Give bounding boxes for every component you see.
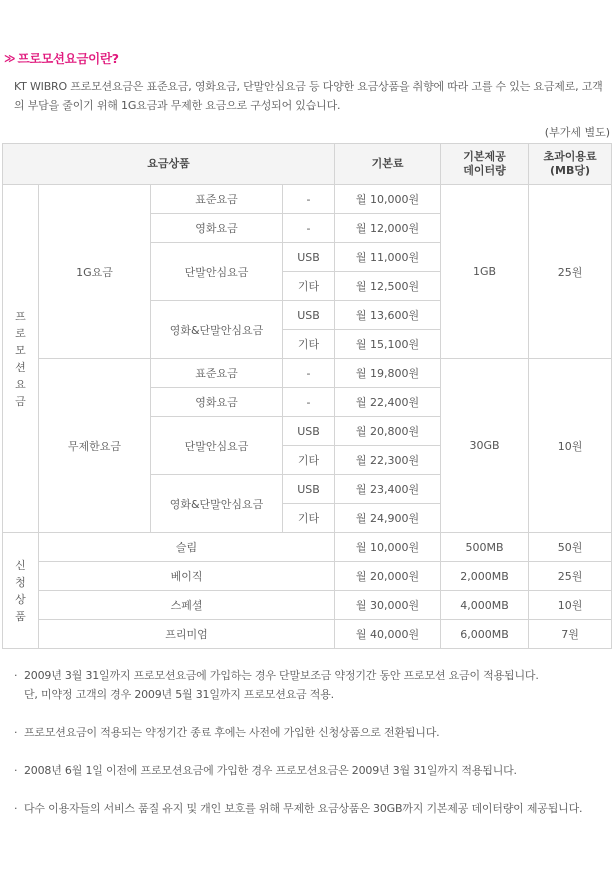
plan-fee: 월 23,400원: [335, 475, 441, 504]
table-row: [3, 533, 612, 562]
plan-overage: 10원: [529, 591, 612, 620]
header-base-fee: 기본료: [335, 144, 441, 185]
note-text: 다수 이용자들의 서비스 품질 유지 및 개인 보호를 위해 무제한 요금상품은 30GB까지 기본제공 데이터량이 제공됩니다.: [24, 802, 583, 815]
plan-fee: 월 11,000원: [335, 243, 441, 272]
plan-overage: 50원: [529, 533, 612, 562]
note-item: [14, 666, 610, 704]
plan-option: -: [283, 185, 335, 214]
plan-data: 1GB: [441, 185, 529, 359]
plan-overage: 10원: [529, 359, 612, 533]
group-label-promo: 프 로 모 션 요 금: [3, 185, 39, 533]
plan-option: -: [283, 359, 335, 388]
plan-fee: 월 13,600원: [335, 301, 441, 330]
table-row: [3, 591, 612, 620]
table-row: [3, 185, 612, 214]
plan-fee: 월 22,300원: [335, 446, 441, 475]
bullet: ·: [14, 764, 18, 777]
plan-fee: 월 10,000원: [335, 185, 441, 214]
plan-group-name: 1G요금: [39, 185, 151, 359]
double-chevron-icon: ≫: [4, 51, 14, 65]
plan-option: USB: [283, 475, 335, 504]
plan-fee: 월 20,000원: [335, 562, 441, 591]
plan-option: USB: [283, 301, 335, 330]
plan-fee: 월 12,500원: [335, 272, 441, 301]
rate-table: [2, 143, 612, 649]
note-text: 2009년 3월 31일까지 프로모션요금에 가입하는 경우 단말보조금 약정기간 동안 프로모션 요금이 적용됩니다.: [24, 669, 539, 682]
plan-name: 표준요금: [151, 185, 283, 214]
note-text: 2008년 6월 1일 이전에 프로모션요금에 가입한 경우 프로모션요금은 2009년 3월 31일까지 적용됩니다.: [24, 764, 517, 777]
plan-option: 기타: [283, 446, 335, 475]
plan-data: 6,000MB: [441, 620, 529, 649]
plan-name: 영화요금: [151, 214, 283, 243]
group-label-signup: 신 청 상 품: [3, 533, 39, 649]
plan-name: 스페셜: [39, 591, 335, 620]
plan-option: -: [283, 388, 335, 417]
table-header-row: [3, 144, 612, 185]
header-data: 기본제공 데이터량: [441, 144, 529, 185]
table-row: [3, 359, 612, 388]
plan-option: 기타: [283, 330, 335, 359]
plan-group-name: 무제한요금: [39, 359, 151, 533]
plan-overage: 25원: [529, 185, 612, 359]
plan-fee: 월 12,000원: [335, 214, 441, 243]
plan-name: 베이직: [39, 562, 335, 591]
plan-name: 단말안심요금: [151, 243, 283, 301]
plan-data: 4,000MB: [441, 591, 529, 620]
plan-name: 슬림: [39, 533, 335, 562]
plan-overage: 25원: [529, 562, 612, 591]
plan-fee: 월 10,000원: [335, 533, 441, 562]
plan-fee: 월 30,000원: [335, 591, 441, 620]
plan-option: -: [283, 214, 335, 243]
plan-name: 단말안심요금: [151, 417, 283, 475]
plan-name: 표준요금: [151, 359, 283, 388]
bullet: ·: [14, 802, 18, 815]
plan-data: 2,000MB: [441, 562, 529, 591]
note-subtext: 단, 미약정 고객의 경우 2009년 5월 31일까지 프로모션요금 적용.: [24, 688, 334, 701]
plan-fee: 월 20,800원: [335, 417, 441, 446]
bullet: ·: [14, 726, 18, 739]
plan-name: 영화요금: [151, 388, 283, 417]
plan-option: 기타: [283, 504, 335, 533]
plan-data: 500MB: [441, 533, 529, 562]
plan-fee: 월 22,400원: [335, 388, 441, 417]
plan-overage: 7원: [529, 620, 612, 649]
section-title: [4, 49, 119, 67]
plan-name: 프리미엄: [39, 620, 335, 649]
plan-option: USB: [283, 417, 335, 446]
header-overage: 초과이용료 (MB당): [529, 144, 612, 185]
plan-option: 기타: [283, 272, 335, 301]
plan-fee: 월 15,100원: [335, 330, 441, 359]
note-item: [14, 799, 610, 818]
table-row: [3, 562, 612, 591]
note-item: [14, 761, 610, 780]
plan-fee: 월 19,800원: [335, 359, 441, 388]
note-item: [14, 723, 610, 742]
plan-data: 30GB: [441, 359, 529, 533]
vat-note: (부가세 별도): [544, 126, 610, 139]
plan-name: 영화&단말안심요금: [151, 475, 283, 533]
plan-name: 영화&단말안심요금: [151, 301, 283, 359]
table-row: [3, 620, 612, 649]
plan-option: USB: [283, 243, 335, 272]
intro-paragraph: KT WIBRO 프로모션요금은 표준요금, 영화요금, 단말안심요금 등 다양한 요금상품을 취향에 따라 고를 수 있는 요금제로, 고객의 부담을 줄이기 위해 1G요금과 무제한 요금으로 구성되어 있습니다.: [14, 80, 603, 112]
note-text: 프로모션요금이 적용되는 약정기간 종료 후에는 사전에 가입한 신청상품으로 전환됩니다.: [24, 726, 440, 739]
section-title-text: 프로모션요금이란?: [17, 51, 119, 66]
plan-fee: 월 24,900원: [335, 504, 441, 533]
header-plan: 요금상품: [3, 144, 335, 185]
bullet: ·: [14, 669, 18, 682]
notes-list: [14, 666, 610, 837]
plan-fee: 월 40,000원: [335, 620, 441, 649]
